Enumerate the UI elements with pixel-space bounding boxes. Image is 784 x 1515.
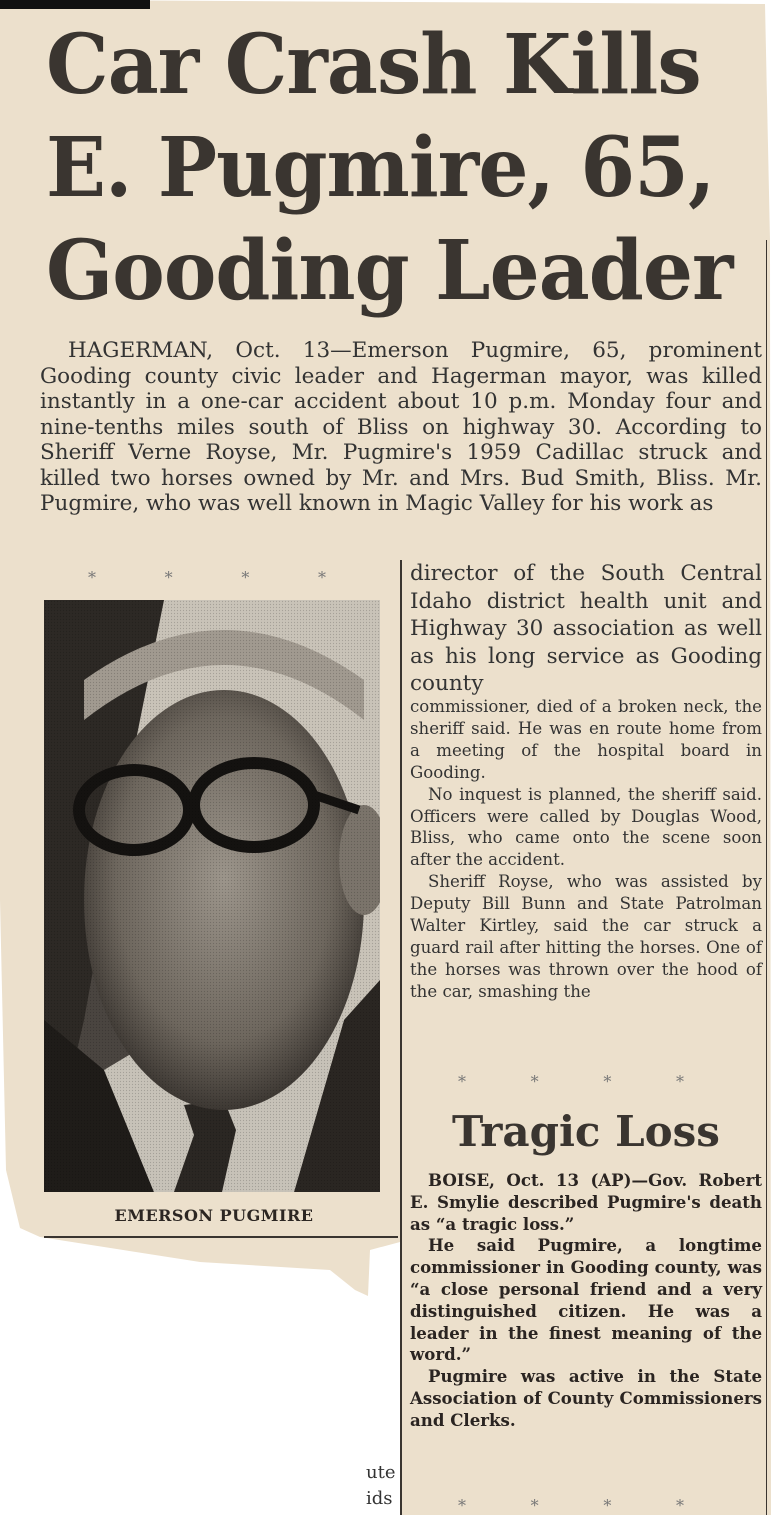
star-icon: * xyxy=(603,1496,612,1515)
photo-caption: EMERSON PUGMIRE xyxy=(114,1206,314,1225)
caption-rule xyxy=(44,1236,398,1238)
lead-paragraph: HAGERMAN, Oct. 13—Emerson Pugmire, 65, prominent Gooding county civic leader and Hagerman mayor, was killed instantly in a one-car accident about 10 p.m. Monday four and nine-tenths miles south of Bliss on highway 30. According to Sheriff Verne Royse, Mr. Pugmire's 1959 Cadillac struck and killed two horses owned by Mr. and Mrs. Bud Smith, Bliss. Mr. Pugmire, who was well known in Magic Valley for his work as xyxy=(40,338,762,516)
story-paragraph: commissioner, died of a broken neck, the sheriff said. He was en route home from a meeting of the hospital board in Gooding. xyxy=(410,697,762,782)
scan-edge-bar xyxy=(0,0,150,9)
star-icon: * xyxy=(88,568,96,587)
text-fragment: ids xyxy=(366,1488,393,1509)
sidebar-title: Tragic Loss xyxy=(452,1107,720,1156)
star-icon: * xyxy=(317,568,326,587)
star-icon: * xyxy=(603,1072,612,1091)
text-fragment: ute xyxy=(366,1462,396,1483)
star-icon: * xyxy=(530,1072,539,1091)
star-icon: * xyxy=(164,568,173,587)
star-icon: * xyxy=(458,1496,466,1515)
headline-line-3: Gooding Leader xyxy=(46,223,733,319)
column-rule xyxy=(400,560,402,1515)
portrait-image xyxy=(44,600,380,1192)
star-icon: * xyxy=(458,1072,466,1091)
star-icon: * xyxy=(675,1072,684,1091)
sidebar-body xyxy=(410,1170,762,1432)
sidebar-paragraph: BOISE, Oct. 13 (AP)—Gov. Robert E. Smylie described Pugmire's death as “a tragic loss.” xyxy=(410,1170,762,1234)
sidebar-paragraph: Pugmire was active in the State Association of County Commissioners and Clerks. xyxy=(410,1366,762,1430)
story-body xyxy=(410,696,762,1003)
sidebar-paragraph: He said Pugmire, a longtime commissioner in Gooding county, was “a close personal friend and a very distinguished citizen. He was a leader in the finest meaning of the word.” xyxy=(410,1235,762,1365)
story-continuation: director of the South Central Idaho district health unit and Highway 30 association as well as his long service as Gooding county xyxy=(410,561,762,697)
star-icon: * xyxy=(530,1496,539,1515)
headline-line-2: E. Pugmire, 65, xyxy=(46,120,715,216)
story-paragraph: No inquest is planned, the sheriff said. Officers were called by Douglas Wood, Bliss, who came onto the scene soon after the accident. xyxy=(410,784,762,870)
star-icon: * xyxy=(241,568,250,587)
headline xyxy=(46,14,733,323)
separator-stars-bottom xyxy=(458,1496,684,1515)
right-border-rule xyxy=(766,240,767,1515)
separator-stars-right xyxy=(458,1072,684,1091)
star-icon: * xyxy=(675,1496,684,1515)
portrait-photo xyxy=(44,600,380,1192)
headline-line-1: Car Crash Kills xyxy=(46,17,701,113)
story-paragraph: Sheriff Royse, who was assisted by Deputy Bill Bunn and State Patrolman Walter Kirtley, said the car struck a guard rail after hitting the horses. One of the horses was thrown over the hood of the car, smashing the xyxy=(410,872,762,1001)
separator-stars-left xyxy=(88,568,326,587)
